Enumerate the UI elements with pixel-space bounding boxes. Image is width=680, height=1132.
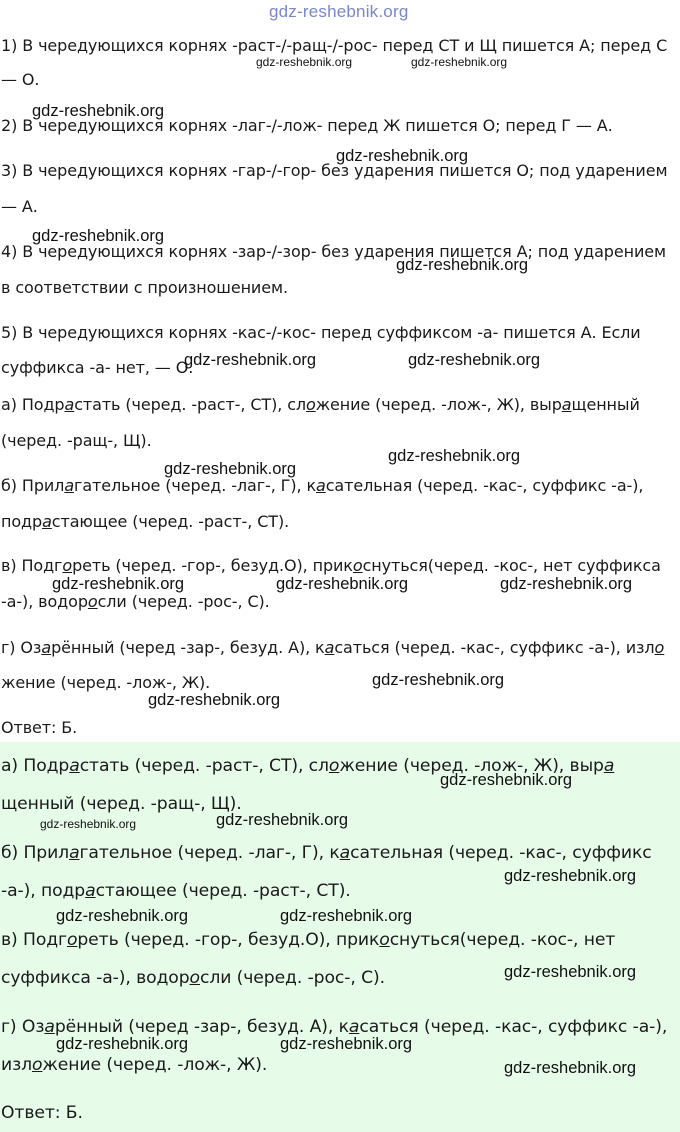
answer-g-line-1: г) Озарённый (черед -зар-, безуд. А), касаться (черед. -кас-, суффикс -а-), изло — [1, 638, 665, 657]
answer-g-line-2: жение (черед. -лож-, Ж). — [1, 673, 211, 692]
green-final-answer: Ответ: Б. — [1, 1103, 83, 1123]
answer-a-line-2: (черед. -ращ-, Щ). — [1, 431, 152, 450]
final-answer: Ответ: Б. — [1, 718, 78, 737]
rule-2: 2) В чередующихся корнях -лаг-/-лож- перед Ж пишется О; перед Г — А. — [1, 116, 613, 135]
green-answer-v-line-1: в) Подгореть (черед. -гор-, безуд.О), прикоснуться(черед. -кос-, нет — [1, 930, 616, 950]
watermark: gdz-reshebnik.org — [56, 907, 189, 925]
watermark: gdz-reshebnik.org — [32, 227, 165, 245]
rule-4-line-2: в соответствии с произношением. — [1, 278, 288, 297]
watermark: gdz-reshebnik.org — [148, 691, 281, 709]
watermark: gdz-reshebnik.org — [52, 575, 185, 593]
watermark: gdz-reshebnik.org — [280, 1035, 413, 1053]
answer-a-line-1: а) Подрастать (черед. -раст-, СТ), сложение (черед. -лож-, Ж), выращенный — [1, 395, 640, 414]
watermark: gdz-reshebnik.org — [408, 351, 541, 369]
watermark: gdz-reshebnik.org — [396, 256, 529, 274]
watermark: gdz-reshebnik.org — [280, 907, 413, 925]
watermark: gdz-reshebnik.org — [40, 817, 137, 831]
green-answer-b-line-1: б) Прилагательное (черед. -лаг-, Г), касательная (черед. -кас-, суффикс — [1, 843, 652, 863]
watermark: gdz-reshebnik.org — [500, 575, 633, 593]
answer-b-line-1: б) Прилагательное (черед. -лаг-, Г), касательная (черед. -кас-, суффикс -а-), — [1, 476, 644, 495]
green-answer-a-line-1: а) Подрастать (черед. -раст-, СТ), сложение (черед. -лож-, Ж), выра — [1, 756, 615, 776]
watermark: gdz-reshebnik.org — [504, 867, 637, 885]
watermark: gdz-reshebnik.org — [32, 102, 165, 120]
watermark: gdz-reshebnik.org — [216, 811, 349, 829]
watermark: gdz-reshebnik.org — [440, 771, 573, 789]
green-answer-a-line-2: щенный (черед. -ращ-, Щ). — [1, 794, 242, 814]
watermark: gdz-reshebnik.org — [56, 1035, 189, 1053]
rule-4-line-1: 4) В чередующихся корнях -зар-/-зор- без ударения пишется А; под ударением — [1, 242, 666, 261]
watermark: gdz-reshebnik.org — [372, 671, 505, 689]
answer-v-line-2: -а-), водоросли (черед. -рос-, С). — [1, 592, 270, 611]
watermark: gdz-reshebnik.org — [256, 55, 353, 69]
rule-5-line-1: 5) В чередующихся корнях -кас-/-кос- перед суффиксом -а- пишется А. Если — [1, 323, 641, 342]
green-answer-g-line-1: г) Озарённый (черед -зар-, безуд. А), касаться (черед. -кас-, суффикс -а-), — [1, 1017, 668, 1037]
watermark: gdz-reshebnik.org — [388, 447, 521, 465]
watermark: gdz-reshebnik.org — [336, 147, 469, 165]
watermark: gdz-reshebnik.org — [504, 1059, 637, 1077]
green-answer-g-line-2: изложение (черед. -лож-, Ж). — [1, 1055, 268, 1075]
rule-1-line-2: — О. — [1, 70, 40, 89]
watermark: gdz-reshebnik.org — [411, 55, 508, 69]
rule-3-line-1: 3) В чередующихся корнях -гар-/-гор- без ударения пишется О; под ударением — [1, 161, 668, 180]
watermark: gdz-reshebnik.org — [504, 963, 637, 981]
rule-5-line-2: суффикса -а- нет, — О. — [1, 358, 194, 377]
green-answer-v-line-2: суффикса -а-), водоросли (черед. -рос-, С). — [1, 968, 385, 988]
watermark: gdz-reshebnik.org — [164, 460, 297, 478]
answer-b-line-2: подрастающее (черед. -раст-, СТ). — [1, 512, 290, 531]
watermark: gdz-reshebnik.org — [276, 575, 409, 593]
rule-3-line-2: — А. — [1, 197, 38, 216]
green-answer-b-line-2: -а-), подрастающее (черед. -раст-, СТ). — [1, 881, 351, 901]
watermark-header: gdz-reshebnik.org — [269, 2, 409, 21]
rule-1-line-1: 1) В чередующихся корнях -раст-/-ращ-/-рос- перед СТ и Щ пишется А; перед С — [1, 36, 668, 55]
answer-v-line-1: в) Подгореть (черед. -гор-, безуд.О), прикоснуться(черед. -кос-, нет суффикса — [1, 556, 661, 575]
watermark: gdz-reshebnik.org — [184, 351, 317, 369]
